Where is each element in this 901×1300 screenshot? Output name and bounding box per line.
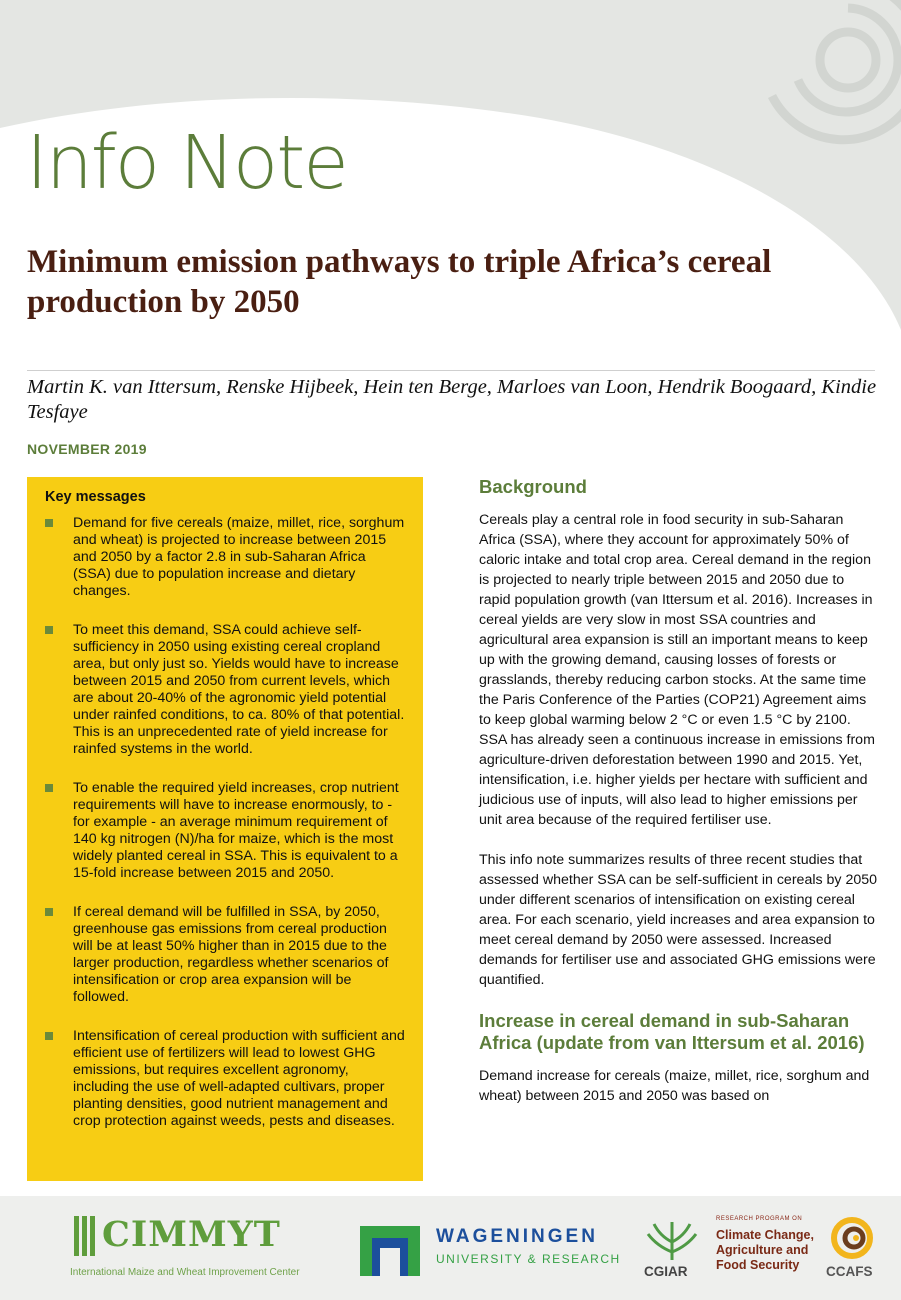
wageningen-wordmark: WAGENINGEN	[436, 1226, 598, 1247]
background-paragraph-1: Cereals play a central role in food security in sub-Saharan Africa (SSA), where they account for approximately 50% of caloric intake and total crop area. Cereal demand in the region is projected to nearly triple between 2015 and 2050 due to rapid population growth (van Ittersum et al. 2016). Increases in cereal yields are very slow in most SSA countries and agricultural area expansion is still an important means to keep up with the growing demand, causing losses of forests or grasslands, thereby reducing carbon stocks. At the same time the Paris Conference of the Parties (COP21) Agreement aims to keep global warming below 2 °C or even 1.5 °C by 2100. SSA has already seen a continuous increase in emissions from agriculture-driven deforestation between 1990 and 2015. Yet, intensification, i.e. higher yields per hectare with sufficient and judicious use of inputs, will also lead to higher emissions per unit area because of the required fertiliser use.	[479, 512, 875, 828]
demand-paragraph-1: Demand increase for cereals (maize, millet, rice, sorghum and wheat) between 2015 and 2050 was based on	[479, 1068, 870, 1104]
cgiar-plant-icon	[642, 1212, 702, 1262]
cgiar-logo	[640, 1212, 704, 1288]
key-message-text: To enable the required yield increases, crop nutrient requirements will have to increase enormously, to - for example - an average minimum requirement of 140 kg nitrogen (N)/ha for maize, which is the most widely planted cereal in SSA. This is equivalent to a 15-fold increase between 2015 and 2050.	[73, 780, 399, 881]
square-bullet-icon	[45, 908, 53, 916]
publication-date: NOVEMBER 2019	[27, 441, 147, 457]
ccafs-line-1: Climate Change,	[716, 1228, 814, 1242]
wur-gate-icon	[358, 1222, 422, 1278]
key-message-item	[45, 1028, 405, 1130]
background-paragraph-2: This info note summarizes results of three recent studies that assessed whether SSA can be self-sufficient in cereals by 2050 under different scenarios of intensification on existing cereal area. For each scenario, yield increases and area expansion to meet cereal demand by 2050 were assessed. Increased demands for fertiliser use and associated GHG emissions were quantified.	[479, 852, 878, 988]
key-message-text: If cereal demand will be fulfilled in SSA, by 2050, greenhouse gas emissions from cereal production will be at least 50% higher than in 2015 due to the larger production, regardless whether scenarios of intensification or crop area expansion will be followed.	[73, 904, 389, 1005]
key-messages-title: Key messages	[45, 489, 146, 505]
key-messages-list	[45, 515, 405, 1130]
ccafs-line-3: Food Security	[716, 1258, 800, 1272]
main-column	[479, 476, 879, 1126]
cimmyt-tagline: International Maize and Wheat Improvement Center	[70, 1267, 300, 1278]
wageningen-subtitle: UNIVERSITY & RESEARCH	[436, 1252, 621, 1266]
ccafs-program-label: RESEARCH PROGRAM ON	[716, 1216, 803, 1222]
ccafs-wordmark: CCAFS	[826, 1264, 873, 1279]
key-message-text: Demand for five cereals (maize, millet, rice, sorghum and wheat) is projected to increase between 2015 and 2050 by a factor 2.8 in sub-Saharan Africa (SSA) due to population increase and dietary changes.	[73, 515, 405, 599]
cgiar-wordmark: CGIAR	[644, 1264, 688, 1279]
ccafs-swirl-icon	[830, 1216, 874, 1260]
demand-heading: Increase in cereal demand in sub-Saharan Africa (update from van Ittersum et al. 2016)	[479, 1010, 865, 1053]
wheat-icon	[70, 1214, 98, 1258]
wageningen-logo	[358, 1222, 630, 1282]
page-subtitle: Minimum emission pathways to triple Africa’s cereal production by 2050	[27, 244, 772, 320]
square-bullet-icon	[45, 1032, 53, 1040]
author-list: Martin K. van Ittersum, Renske Hijbeek, Hein ten Berge, Marloes van Loon, Hendrik Boogaard, Kindie Tesfaye	[27, 376, 877, 423]
square-bullet-icon	[45, 784, 53, 792]
key-message-item	[45, 780, 405, 882]
cimmyt-logo	[70, 1214, 320, 1284]
ccafs-line-2: Agriculture and	[716, 1243, 809, 1257]
key-message-item	[45, 622, 405, 758]
background-heading: Background	[479, 476, 587, 497]
key-message-text: Intensification of cereal production with sufficient and efficient use of fertilizers will lead to lowest GHG emissions, but requires excellent agronomy, including the use of well-adapted cultivars, proper planting densities, good nutrient management and crop protection against weeds, pests and diseases.	[73, 1028, 405, 1129]
ccafs-logo	[712, 1214, 888, 1288]
cimmyt-wordmark: CIMMYT	[102, 1214, 281, 1255]
header-divider	[27, 370, 875, 371]
key-message-text: To meet this demand, SSA could achieve self-sufficiency in 2050 using existing cereal cropland area, but only just so. Yields would have to increase between 2015 and 2050 from current levels, which are about 20-40% of the agronomic yield potential under rainfed conditions, to ca. 80% of that potential. This is an unprecedented rate of yield increase for rainfed systems in the world.	[73, 622, 405, 757]
square-bullet-icon	[45, 626, 53, 634]
square-bullet-icon	[45, 519, 53, 527]
key-message-item	[45, 904, 405, 1006]
key-messages-box	[27, 477, 423, 1181]
page-title: Info Note	[26, 120, 347, 206]
key-message-item	[45, 515, 405, 600]
